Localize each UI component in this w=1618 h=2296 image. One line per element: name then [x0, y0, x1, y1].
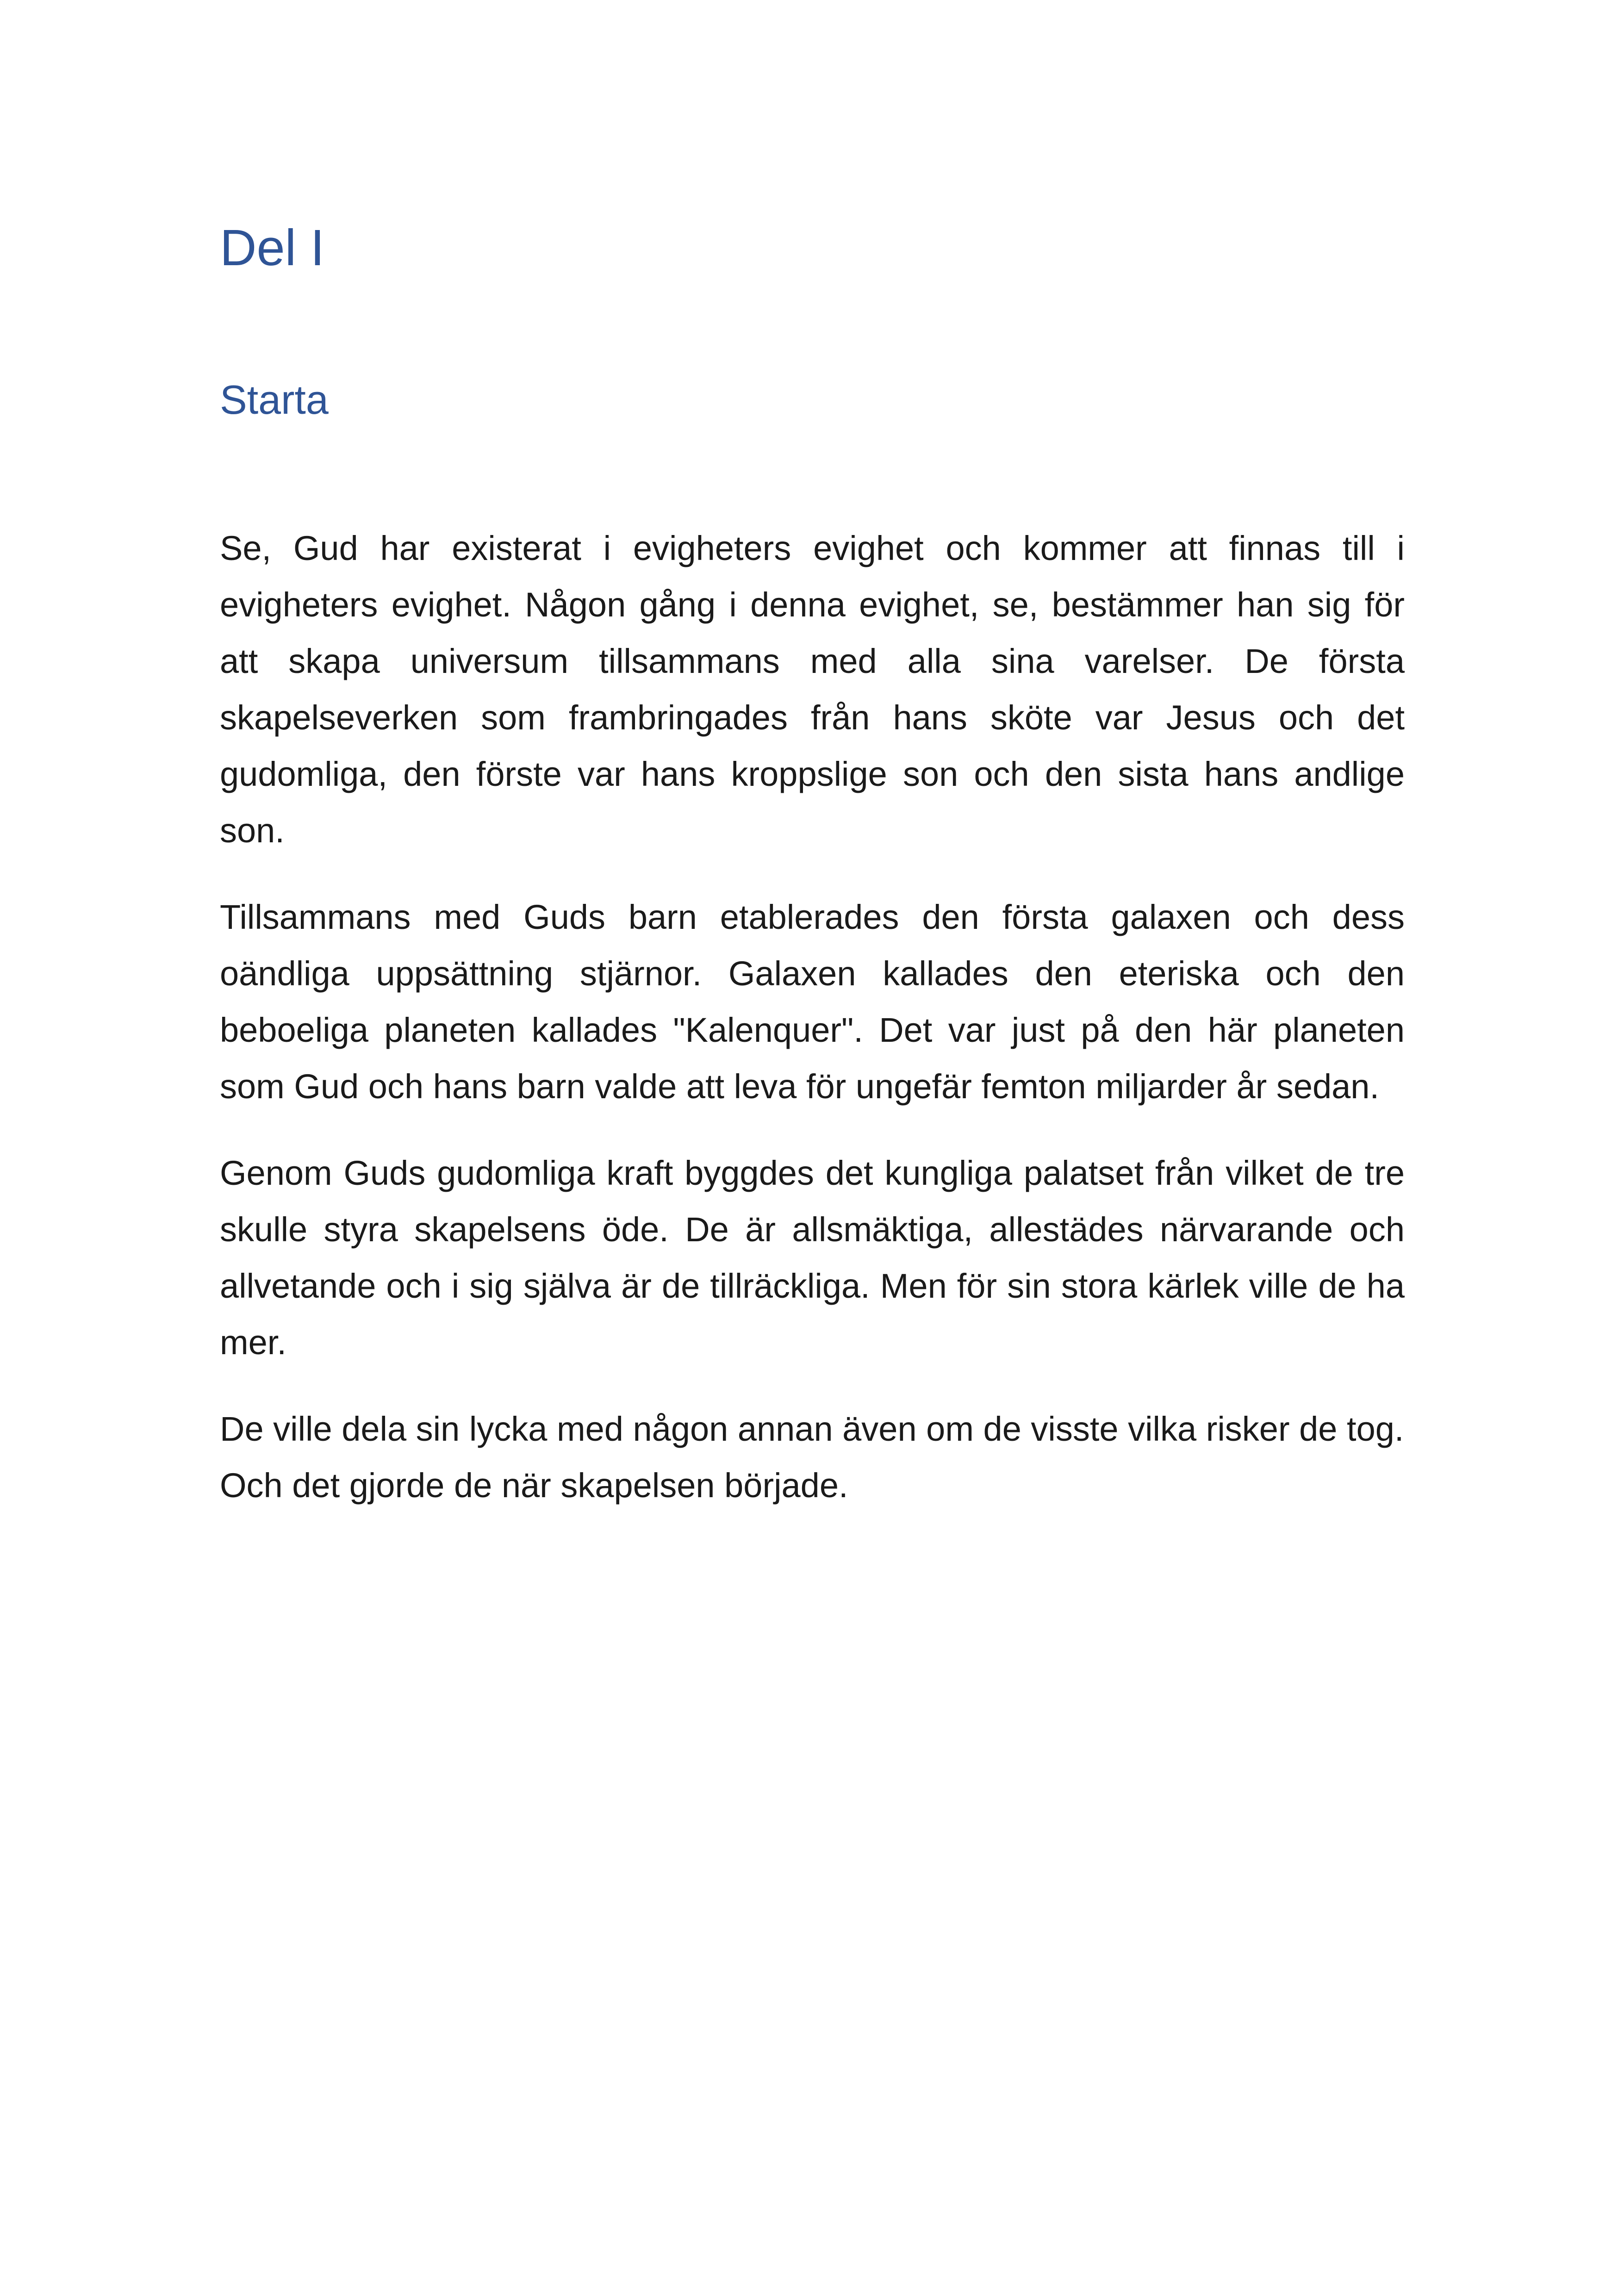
paragraph-2: Tillsammans med Guds barn etablerades den första galaxen och dess oändliga uppsättning stjärnor. Galaxen kallades den eteriska och den beboeliga planeten kallades "Kalenquer". Det var just på den här planeten som Gud och hans barn valde att leva för ungefär femton miljarder år sedan. — [220, 897, 1405, 1106]
paragraph-1: Se, Gud har existerat i evigheters evighet och kommer att finnas till i evigheters evighet. Någon gång i denna evighet, se, bestämmer han sig för att skapa universum tillsammans med alla sina varelser. De första skapelseverken som frambringades från hans sköte var Jesus och det gudomliga, den förste var hans kroppslige son och den sista hans andlige son. — [220, 529, 1405, 850]
paragraph-3: Genom Guds gudomliga kraft byggdes det kungliga palatset från vilket de tre skulle styra skapelsens öde. De är allsmäktiga, allestädes närvarande och allvetande och i sig själva är de tillräckliga. Men för sin stora kärlek ville de ha mer. — [220, 1153, 1405, 1362]
body-text — [220, 520, 1405, 1514]
paragraph-4: De ville dela sin lycka med någon annan även om de visste vilka risker de tog. Och det gjorde de när skapelsen började. — [220, 1409, 1404, 1505]
part-title: Del I — [220, 219, 325, 276]
chapter-title: Starta — [220, 377, 329, 423]
page-content — [220, 218, 1405, 1544]
